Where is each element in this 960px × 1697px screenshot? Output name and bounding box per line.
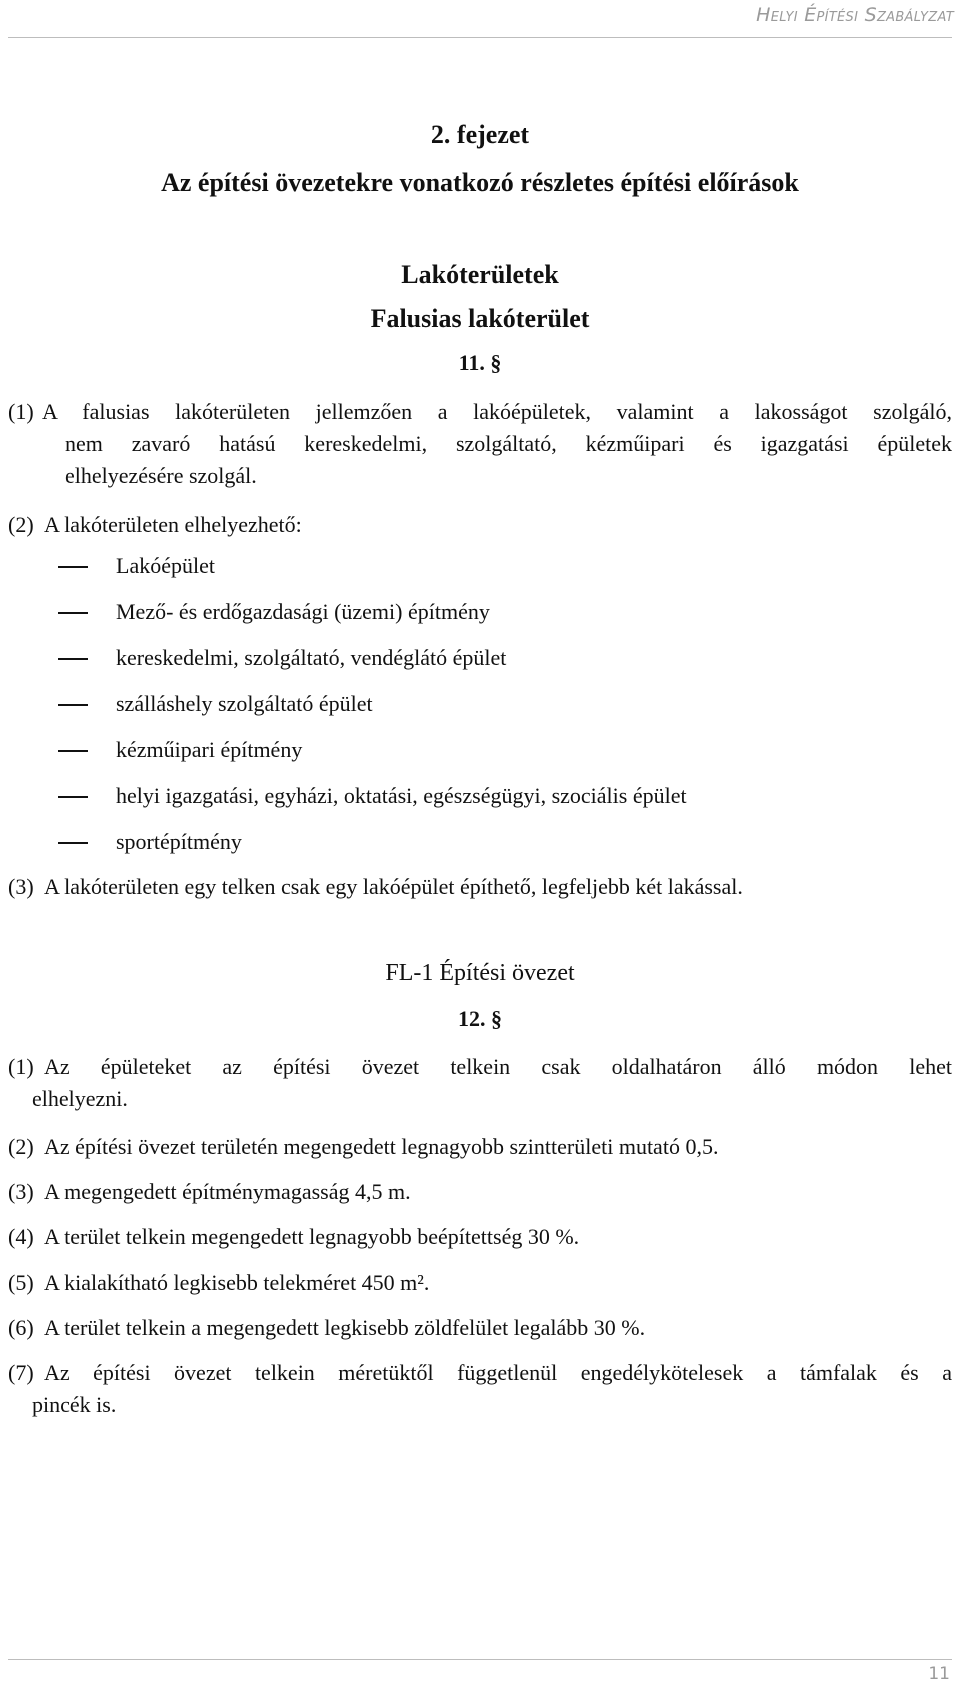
section-title: Lakóterületek <box>401 260 559 289</box>
chapter-title: Az építési övezetekre vonatkozó részletes építési előírások <box>161 168 799 197</box>
document-header-title: Helyi Építési Szabályzat <box>756 4 954 26</box>
rule-number: (6) <box>8 1315 34 1340</box>
rule-number: (5) <box>8 1270 34 1295</box>
zone-rule <box>8 1312 952 1344</box>
rule-line: Az épületeket az építési övezet telkein csak oldalhatáron álló módon lehet <box>44 1054 952 1079</box>
chapter-number: 2. fejezet <box>430 120 530 149</box>
dash-bullet-icon <box>58 750 88 752</box>
rule-number: (4) <box>8 1224 34 1249</box>
rule-line: A kialakítható legkisebb telekméret 450 m². <box>44 1270 430 1295</box>
rule-line: Az építési övezet telkein méretüktől függetlenül engedélykötelesek a támfalak és a <box>44 1360 952 1385</box>
section-paragraph-1 <box>8 396 952 492</box>
rule-number: (7) <box>8 1360 34 1385</box>
rule-number: (1) <box>8 1054 34 1079</box>
rule-line: elhelyezni. <box>32 1086 128 1111</box>
section-subtitle: Falusias lakóterület <box>370 304 590 333</box>
zone-rule <box>8 1051 952 1115</box>
paragraph-line: A lakóterületen egy telken csak egy lakóépület építhető, legfeljebb két lakással. <box>44 874 743 899</box>
dash-bullet-icon <box>58 612 88 614</box>
list-item-label: kézműipari építmény <box>116 737 303 762</box>
rule-number: (3) <box>8 1179 34 1204</box>
zone-rule <box>8 1357 952 1421</box>
paragraph-number: (2) <box>8 512 34 537</box>
section-paragraph-3 <box>8 871 952 903</box>
zone-rule <box>8 1131 952 1163</box>
list-item-label: Lakóépület <box>116 553 215 578</box>
paragraph-line: elhelyezésére szolgál. <box>65 463 257 488</box>
rule-line: Az építési övezet területén megengedett legnagyobb szintterületi mutató 0,5. <box>44 1134 719 1159</box>
list-item-label: kereskedelmi, szolgáltató, vendéglátó épület <box>116 645 507 670</box>
rule-line: A megengedett építménymagasság 4,5 m. <box>44 1179 411 1204</box>
footer-divider <box>8 1659 952 1660</box>
zone-rule <box>8 1267 952 1299</box>
header-divider <box>8 37 952 38</box>
paragraph-number: (3) <box>8 874 34 899</box>
paragraph-mark-12: 12. § <box>458 1006 502 1031</box>
paragraph-line: nem zavaró hatású kereskedelmi, szolgáltató, kézműipari és igazgatási épületek <box>65 431 952 456</box>
paragraph-line: A falusias lakóterületen jellemzően a lakóépületek, valamint a lakosságot szolgáló, <box>42 399 952 424</box>
dash-bullet-icon <box>58 566 88 568</box>
dash-bullet-icon <box>58 658 88 660</box>
rule-line: A terület telkein megengedett legnagyobb beépítettség 30 %. <box>44 1224 580 1249</box>
list-item-label: Mező- és erdőgazdasági (üzemi) építmény <box>116 599 490 624</box>
zone-rule <box>8 1221 952 1253</box>
section-paragraph-2 <box>8 509 952 541</box>
paragraph-number: (1) <box>8 399 34 424</box>
list-item-label: sportépítmény <box>116 829 242 854</box>
page-number: 11 <box>928 1664 950 1684</box>
rule-line: pincék is. <box>32 1392 117 1417</box>
rule-line: A terület telkein a megengedett legkisebb zöldfelület legalább 30 %. <box>44 1315 646 1340</box>
dash-bullet-icon <box>58 842 88 844</box>
zone-title: FL-1 Építési övezet <box>385 960 575 986</box>
paragraph-line: A lakóterületen elhelyezhető: <box>44 512 302 537</box>
paragraph-mark-11: 11. § <box>458 350 502 375</box>
list-item-label: helyi igazgatási, egyházi, oktatási, egészségügyi, szociális épület <box>116 783 687 808</box>
dash-bullet-icon <box>58 796 88 798</box>
dash-bullet-icon <box>58 704 88 706</box>
zone-rule <box>8 1176 952 1208</box>
rule-number: (2) <box>8 1134 34 1159</box>
list-item-label: szálláshely szolgáltató épület <box>116 691 373 716</box>
